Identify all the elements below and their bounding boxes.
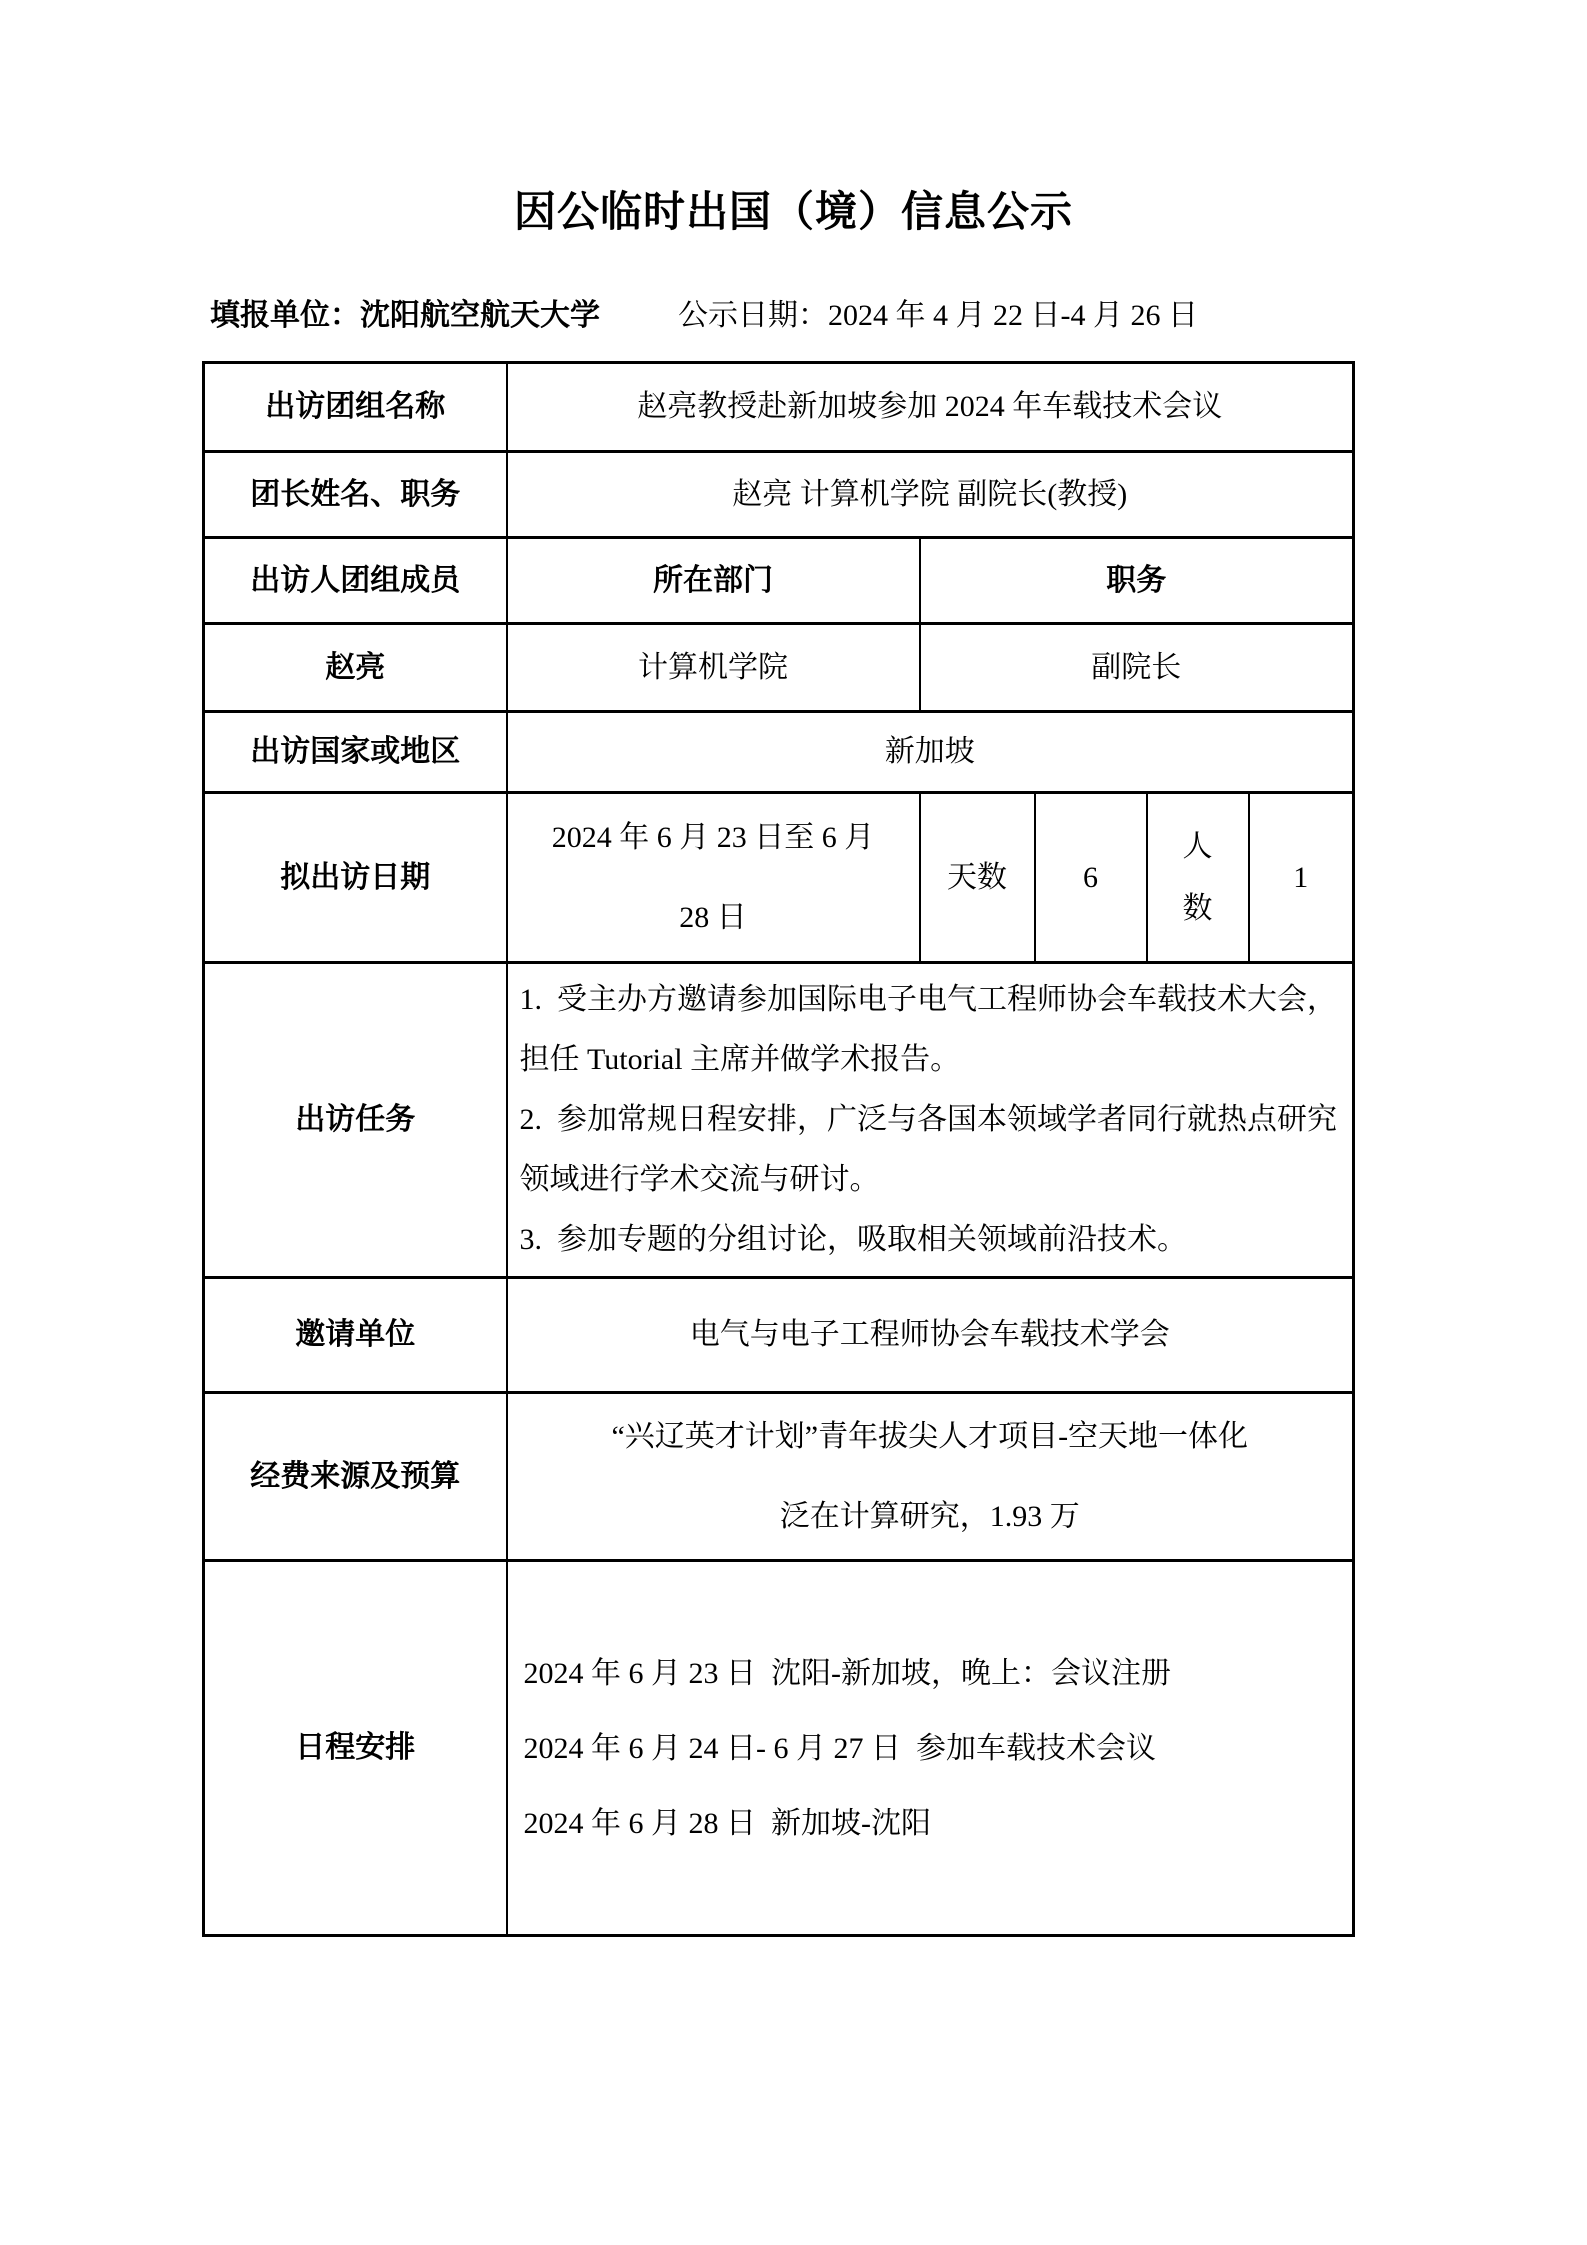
leader-value: 赵亮 计算机学院 副院长(教授) [507, 452, 1354, 538]
members-header-department: 所在部门 [507, 538, 920, 624]
funding-label: 经费来源及预算 [204, 1393, 507, 1561]
row-leader [204, 452, 1354, 538]
people-value: 1 [1249, 793, 1354, 963]
people-label: 人数 [1147, 793, 1249, 963]
page-title: 因公临时出国（境）信息公示 [513, 190, 1073, 236]
row-country [204, 712, 1354, 793]
row-members-header [204, 538, 1354, 624]
group-name-value: 赵亮教授赴新加坡参加 2024 年车载技术会议 [507, 363, 1354, 452]
dates-value: 2024 年 6 月 23 日至 6 月 28 日 [507, 793, 920, 963]
info-table [202, 361, 1355, 1937]
dates-label: 拟出访日期 [204, 793, 507, 963]
task-item-3: 3. 参加专题的分组讨论，吸取相关领域前沿技术。 [519, 1223, 1187, 1257]
members-header-label: 出访人团组成员 [204, 538, 507, 624]
row-inviter [204, 1278, 1354, 1393]
inviter-value: 电气与电子工程师协会车载技术学会 [507, 1278, 1354, 1393]
schedule-item-1: 2024 年 6 月 23 日 沈阳-新加坡，晚上：会议注册 [523, 1656, 1171, 1690]
schedule-value [507, 1561, 1354, 1936]
members-header-position: 职务 [920, 538, 1354, 624]
row-group-name [204, 363, 1354, 452]
task-item-2: 2. 参加常规日程安排，广泛与各国本领域学者同行就热点研究领域进行学术交流与研讨。 [519, 1103, 1337, 1197]
row-funding [204, 1393, 1354, 1561]
row-member [204, 624, 1354, 712]
meta-line [210, 296, 1587, 335]
schedule-label: 日程安排 [204, 1561, 507, 1936]
reporting-unit: 填报单位：沈阳航空航天大学 [210, 299, 600, 333]
task-item-1: 1. 受主办方邀请参加国际电子电气工程师协会车载技术大会，担任 Tutorial 主席并做学术报告。 [519, 983, 1337, 1077]
group-name-label: 出访团组名称 [204, 363, 507, 452]
member-name: 赵亮 [204, 624, 507, 712]
funding-value: “兴辽英才计划”青年拔尖人才项目-空天地一体化泛在计算研究，1.93 万 [507, 1393, 1354, 1561]
row-tasks [204, 963, 1354, 1278]
schedule-item-3: 2024 年 6 月 28 日 新加坡-沈阳 [523, 1806, 931, 1840]
row-schedule [204, 1561, 1354, 1936]
row-dates [204, 793, 1354, 963]
schedule-item-2: 2024 年 6 月 24 日- 6 月 27 日 参加车载技术会议 [523, 1731, 1156, 1765]
tasks-value [507, 963, 1354, 1278]
tasks-label: 出访任务 [204, 963, 507, 1278]
member-department: 计算机学院 [507, 624, 920, 712]
days-label: 天数 [920, 793, 1035, 963]
country-label: 出访国家或地区 [204, 712, 507, 793]
notice-date: 公示日期：2024 年 4 月 22 日-4 月 26 日 [678, 299, 1198, 333]
leader-label: 团长姓名、职务 [204, 452, 507, 538]
member-position: 副院长 [920, 624, 1354, 712]
days-value: 6 [1035, 793, 1147, 963]
country-value: 新加坡 [507, 712, 1354, 793]
inviter-label: 邀请单位 [204, 1278, 507, 1393]
